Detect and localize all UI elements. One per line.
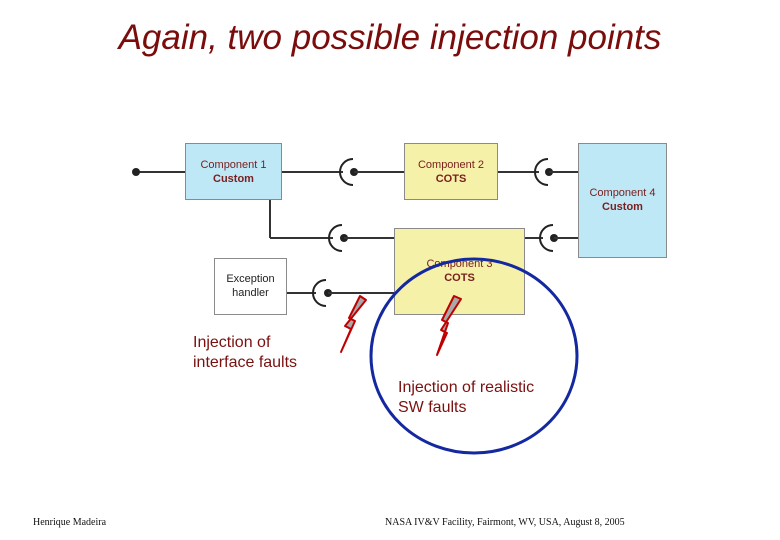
component-4-box [578, 143, 667, 258]
exception-handler-line1: Exception [226, 273, 275, 285]
component-1-name: Component 1 [200, 159, 267, 171]
component-2-box [404, 143, 498, 200]
component-4-name: Component 4 [589, 187, 656, 199]
realistic-faults-label [398, 378, 534, 418]
realistic-faults-line1: Injection of realistic [398, 379, 535, 396]
connector-c1-c3 [270, 200, 394, 251]
lightning-bolt-icon [341, 296, 366, 352]
component-1-box [185, 143, 282, 200]
component-1-type: Custom [213, 173, 254, 185]
component-2-name: Component 2 [417, 159, 485, 171]
connector-c3-c4 [525, 225, 578, 251]
component-2-type: COTS [435, 173, 467, 185]
footer-event: NASA IV&V Facility, Fairmont, WV, USA, August 8, 2005 [385, 517, 625, 528]
input-connector [132, 168, 185, 176]
component-4-type: Custom [602, 201, 643, 213]
interface-faults-line1: Injection of [193, 334, 271, 351]
component-3-type: COTS [444, 272, 475, 284]
connector-c1-c2 [282, 159, 404, 185]
interface-faults-line2: interface faults [193, 354, 298, 371]
component-3-box [394, 228, 525, 315]
interface-faults-label [193, 333, 297, 373]
slide-title: Again, two possible injection points [118, 18, 662, 57]
connector-exception-c3 [287, 280, 394, 306]
exception-handler-line2: handler [232, 287, 269, 299]
exception-handler-box [214, 258, 287, 315]
connector-c2-c4 [498, 159, 578, 185]
realistic-faults-line2: SW faults [398, 399, 467, 416]
component-3-name: Component 3 [426, 258, 493, 270]
footer-author: Henrique Madeira [33, 517, 107, 528]
